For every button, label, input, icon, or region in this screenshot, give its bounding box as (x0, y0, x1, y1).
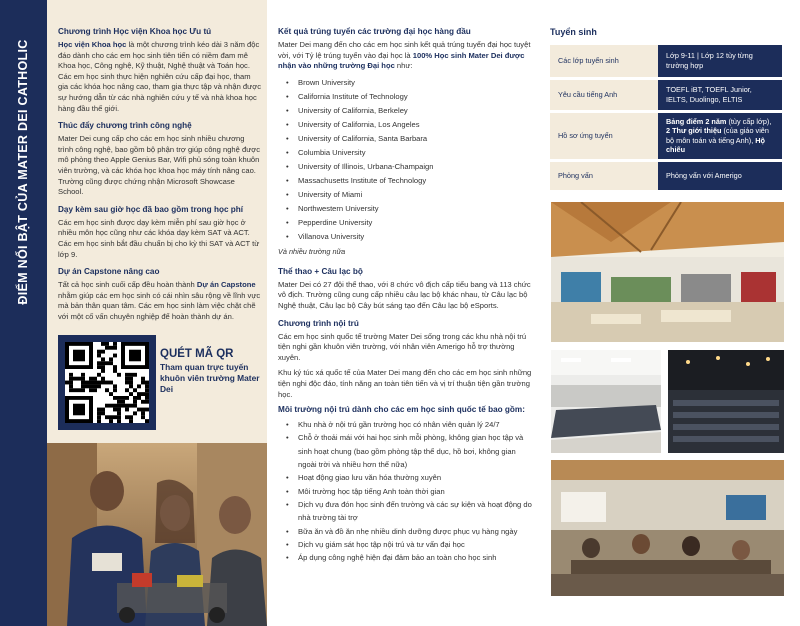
admissions-table (550, 45, 782, 190)
list-item: • Môi trường học tập tiếng Anh toàn thời gian (286, 485, 533, 498)
university-list (286, 76, 533, 244)
list-item: • Northwestern University (286, 202, 533, 216)
admissions-heading: Tuyển sinh (550, 27, 597, 37)
interview-value: Phỏng vấn với Amerigo (658, 160, 782, 190)
library-photo (551, 202, 784, 342)
list-item: • Khu nhà ở nội trú gần trường học có nhân viên quản lý 24/7 (286, 418, 533, 431)
right-column (550, 27, 785, 190)
list-item: • Pepperdine University (286, 216, 533, 230)
boarding-environment-heading: Môi trường nội trú dành cho các em học sinh quốc tế bao gồm: (278, 405, 525, 415)
technology-text: Mater Dei cung cấp cho các em học sinh nhiều chương trình công nghệ, bao gồm bộ phận trợ giúp công nghệ được mô phỏng theo Apple Genius Bar, Wifi phủ sóng toàn khuôn viên trường, và các khóa học khoa học máy tính nâng cao. Trường cũng được chứng nhận Microsoft Showcase School. (58, 134, 261, 197)
boarding-environment-list (286, 418, 533, 564)
interview-label: Phỏng vấn (550, 160, 658, 190)
classroom-photo (551, 460, 784, 596)
admission-grades-label: Các lớp tuyển sinh (550, 45, 658, 78)
list-item: • University of California, Berkeley (286, 104, 533, 118)
list-item: • Columbia University (286, 146, 533, 160)
capstone-heading: Dự án Capstone nâng cao (58, 267, 160, 277)
list-item: • Brown University (286, 76, 533, 90)
list-item: • Áp dụng công nghệ hiện đại đảm bảo an toàn cho học sinh (286, 551, 533, 564)
list-item: • Dịch vụ giám sát học tập nội trú và tư vấn đại học (286, 538, 533, 551)
tutoring-text: Các em học sinh được dạy kèm miễn phí sau giờ học ở nhiều môn học cũng như các khóa dạy kèm SAT và ACT. Các em học sinh bắt đầu chuẩn bị cho kỳ thi SAT và ACT từ lớp 9. (58, 217, 260, 259)
list-item: • Massachusetts Institute of Technology (286, 174, 533, 188)
middle-column (278, 27, 533, 567)
list-item: • Chỗ ở thoải mái với hai học sinh mỗi phòng, không gian học tập và sinh hoạt chung (bao gồm phòng tập thể dục, hồ bơi, không gian ngoài trời và nhiều hơn thế nữa) (286, 431, 533, 471)
list-item: • Villanova University (286, 230, 533, 244)
list-item: • University of Illinois, Urbana-Champaign (286, 160, 533, 174)
qr-code[interactable] (58, 335, 156, 430)
list-item: • Dịch vụ đưa đón học sinh đến trường và các sự kiện và hoạt động do nhà trường tài trợ (286, 498, 533, 525)
qr-code-icon (65, 342, 149, 423)
technology-heading: Thúc đẩy chương trình công nghệ (58, 121, 192, 131)
table-row (550, 111, 782, 160)
list-item: • University of Miami (286, 188, 533, 202)
list-item: • University of California, Santa Barbara (286, 132, 533, 146)
table-row (550, 45, 782, 78)
qr-title: QUÉT MÃ QR (160, 348, 234, 360)
list-item: • Hoạt động giao lưu văn hóa thường xuyên (286, 471, 533, 484)
boarding-text-2: Khu ký túc xá quốc tế của Mater Dei mang đến cho các em học sinh những tiện nghi độc đáo, tính năng an toàn tiên tiến và vị trí thuận tiện gần trường học. (278, 368, 532, 399)
more-universities-note: Và nhiều trường nữa (278, 246, 346, 256)
english-requirement-label: Yêu cầu tiếng Anh (550, 78, 658, 111)
list-item: • University of California, Los Angeles (286, 118, 533, 132)
list-item: • California Institute of Technology (286, 90, 533, 104)
sports-text: Mater Dei có 27 đội thể thao, với 8 chức vô địch cấp tiểu bang và 113 chức vô địch. Trường cũng cung cấp nhiều câu lạc bộ khác nhau, từ Câu lạc bộ Nghệ thuật, Câu lạc bộ Cây bút sáng tạo đến Câu lạc bộ eSports. (278, 279, 531, 310)
university-results-intro: Mater Dei mang đến cho các em học sinh kết quả trúng tuyển đại học tuyệt vời, với Tỷ lệ trúng tuyển vào đại học là 100% Học sinh Mater Dei được nhận vào những trường Đại học như: (278, 40, 531, 71)
tutoring-heading: Dạy kèm sau giờ học đã bao gồm trong học phí (58, 204, 244, 214)
application-docs-label: Hồ sơ ứng tuyển (550, 111, 658, 160)
sports-heading: Thể thao + Câu lạc bộ (278, 266, 363, 276)
capstone-text: Tất cả học sinh cuối cấp đều hoàn thành Dự án Capstone nhằm giúp các em học sinh có cái nhìn sâu rộng về lĩnh vực mà bản thân quan tâm. Các em học sinh làm việc chặt chẽ với một cố vấn chuyên nghiệp để hoàn thành dự án. (58, 280, 261, 321)
science-lab-photo (551, 350, 661, 453)
boarding-heading: Chương trình nội trú (278, 318, 359, 328)
robotics-students-photo (47, 443, 267, 626)
university-results-heading: Kết quả trúng tuyển các trường đại học hàng đầu (278, 27, 471, 36)
english-requirement-value: TOEFL iBT, TOEFL Junior, IELTS, Duolingo, ELTIS (658, 78, 782, 111)
table-row (550, 160, 782, 190)
boarding-text-1: Các em học sinh quốc tế trường Mater Dei sống trong các khu nhà nội trú tiện nghi gần khuôn viên trường, với nhân viên Amerigo hỗ trợ thường xuyên. (278, 331, 527, 362)
list-item: • Bữa ăn và đồ ăn nhẹ nhiều dinh dưỡng được phục vụ hàng ngày (286, 525, 533, 538)
admission-grades-value: Lớp 9-11 | Lớp 12 tùy từng trường hợp (658, 45, 782, 78)
sidebar (0, 0, 47, 626)
qr-subtitle: Tham quan trực tuyến khuôn viên trường Mater Dei (160, 362, 260, 394)
auditorium-photo (668, 350, 784, 453)
science-academy-text: Học viện Khoa học là một chương trình kéo dài 3 năm độc đáo dành cho các em học sinh tiên tiến có niềm đam mê Khoa học, Công nghệ, Kỹ thuật, Nghệ thuật và Toán học. Các em học sinh thực hiện nghiên cứu cấp đại học, tham gia các khóa học nâng cao, tham gia thực tập và nhận được sự hướng dẫn từ các nhà nghiên cứu y tế và nhà khoa học hàng đầu thế giới. (58, 40, 262, 113)
sidebar-title: ĐIỂM NỔI BẬT CỦA MATER DEI CATHOLIC (16, 39, 30, 305)
science-academy-heading: Chương trình Học viện Khoa học Ưu tú (58, 27, 212, 36)
table-row (550, 78, 782, 111)
application-docs-value: Bảng điểm 2 năm (tùy cấp lớp), 2 Thư giới thiệu (của giáo viên bộ môn toán và tiếng Anh), Hộ chiếu (658, 111, 782, 160)
qr-caption (160, 348, 264, 395)
